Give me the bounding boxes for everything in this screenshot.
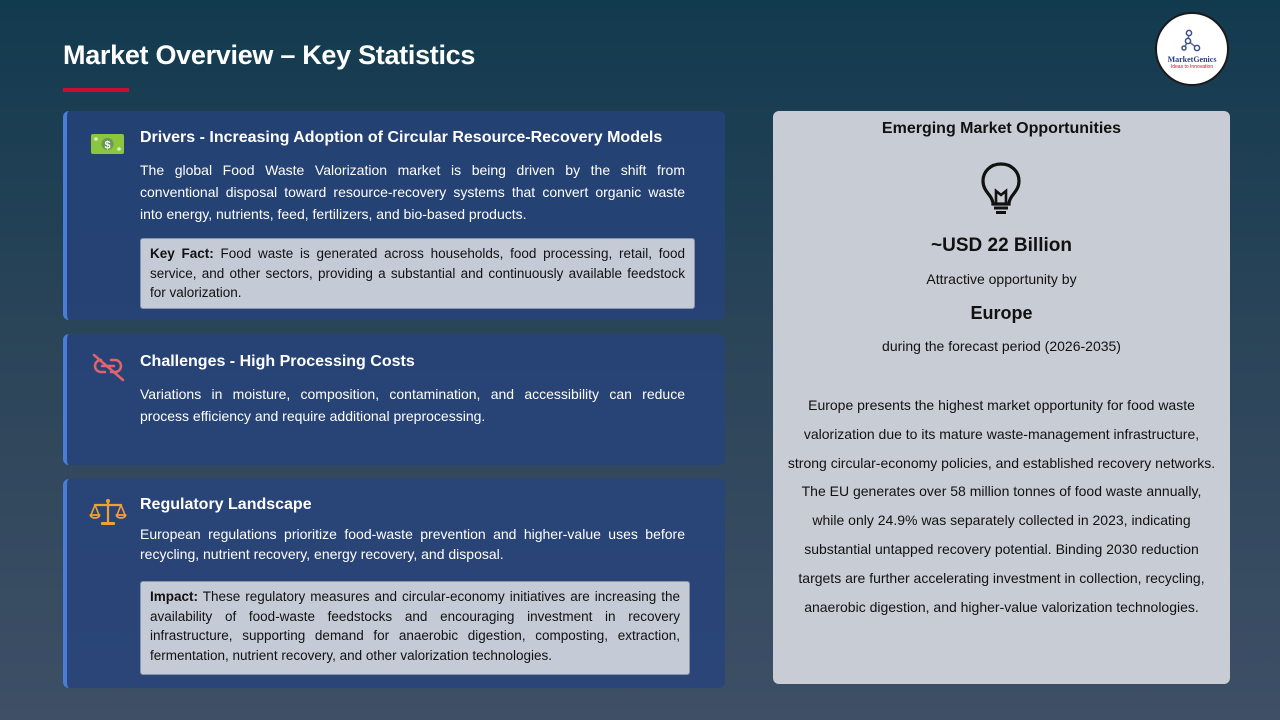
money-icon xyxy=(89,129,127,159)
opportunity-subtitle: Attractive opportunity by xyxy=(926,271,1077,287)
opportunity-description: Europe presents the highest market opportunity for food waste valorization due to its mature waste-management infrastructure, strong circular-economy policies, and established recovery networks. The EU generates over 58 million tonnes of food waste annually, while only 24.9% was separately collected in 2023, indicating substantial untapped recovery potential. Binding 2030 reduction targets are further accelerating investment in collection, recycling, anaerobic digestion, and higher-value valorization technologies. xyxy=(787,397,1216,615)
scales-icon xyxy=(89,497,127,527)
key-fact-label: Key Fact: xyxy=(150,246,214,261)
regulatory-text: European regulations prioritize food-waste prevention and higher-value uses before recycling, nutrient recovery, energy recovery, and disposal. xyxy=(140,526,685,562)
impact-label: Impact: xyxy=(150,589,199,604)
title-underline xyxy=(63,88,129,92)
opportunity-region: Europe xyxy=(970,303,1033,323)
lightbulb-icon xyxy=(977,161,1025,215)
challenges-card xyxy=(63,334,725,465)
regulatory-card xyxy=(63,479,725,688)
company-logo xyxy=(1155,12,1229,86)
key-fact-box xyxy=(140,238,695,309)
logo-name: MarketGenics xyxy=(1167,54,1217,64)
network-nodes-icon xyxy=(1180,29,1204,53)
impact-box xyxy=(140,581,690,675)
drivers-title: Drivers - Increasing Adoption of Circular Resource-Recovery Models xyxy=(140,129,663,146)
key-fact-text: Food waste is generated across households, food processing, retail, food service, and other sectors, providing a substantial and continuously available feedstock for valorization. xyxy=(150,246,685,300)
opportunities-panel xyxy=(773,111,1230,684)
logo-tagline: Ideas to Innovation xyxy=(1170,63,1214,70)
opportunity-period: during the forecast period (2026-2035) xyxy=(882,338,1121,354)
page-title: Market Overview – Key Statistics xyxy=(63,40,476,70)
opportunities-title: Emerging Market Opportunities xyxy=(881,120,1122,137)
regulatory-title: Regulatory Landscape xyxy=(140,496,312,513)
drivers-text: The global Food Waste Valorization market is being driven by the shift from conventional disposal toward resource-recovery systems that convert organic waste into energy, nutrients, feed, fertilizers, and bio-based products. xyxy=(140,162,685,222)
drivers-card xyxy=(63,111,725,320)
opportunity-amount: ~USD 22 Billion xyxy=(931,235,1072,256)
broken-link-icon xyxy=(89,352,127,382)
challenges-title: Challenges - High Processing Costs xyxy=(140,353,415,370)
challenges-text: Variations in moisture, composition, contamination, and accessibility can reduce process efficiency and require additional preprocessing. xyxy=(140,386,685,424)
svg-text:$: $ xyxy=(104,139,111,152)
impact-text: These regulatory measures and circular-economy initiatives are increasing the availability of food-waste feedstocks and encouraging investment in recovery infrastructure, supporting demand for anaerobic digestion, composting, extraction, fermentation, nutrient recovery, and other valorization technologies. xyxy=(150,589,680,663)
